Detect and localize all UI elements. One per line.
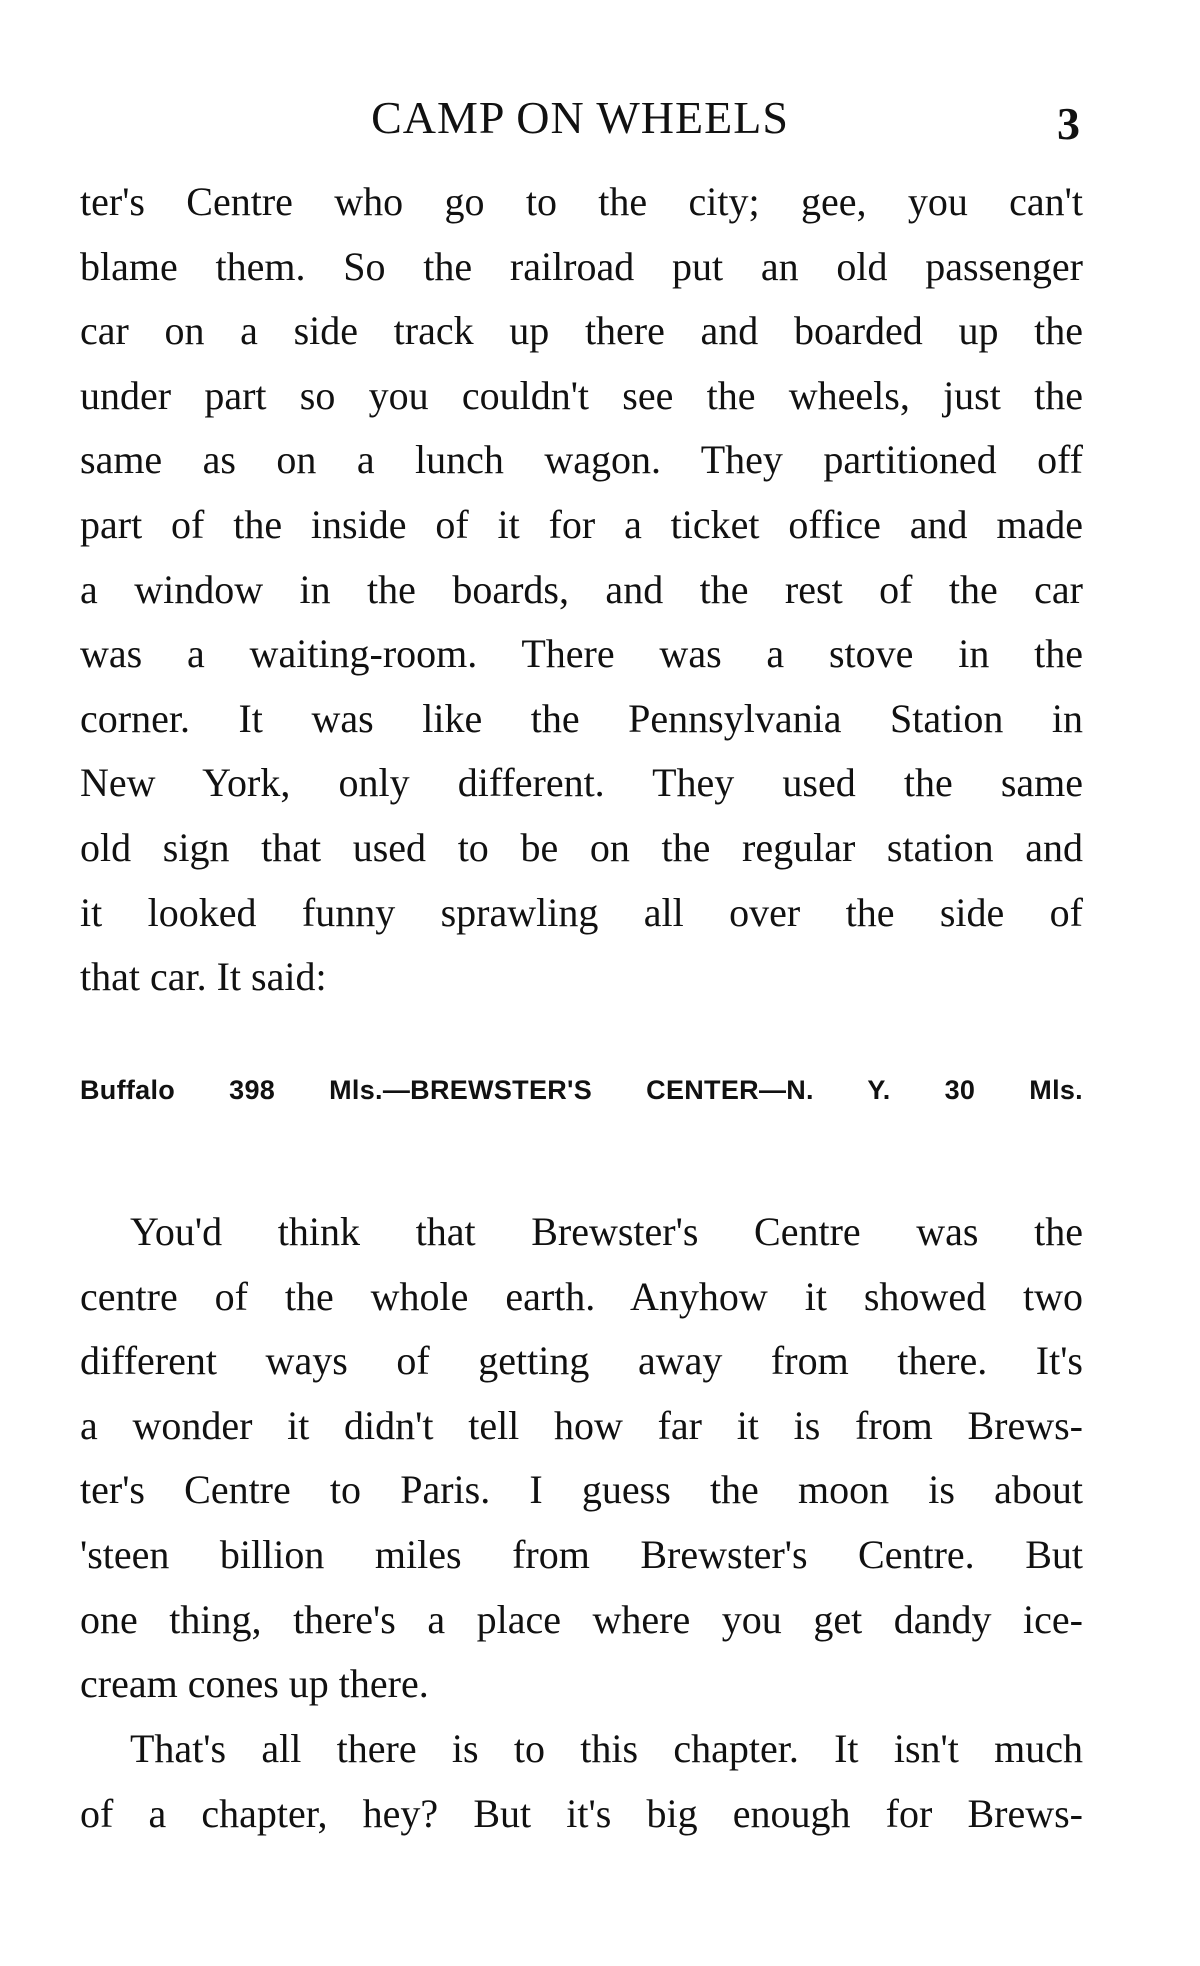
text-line: was a waiting-room. There was a stove in the xyxy=(80,631,1083,677)
text-line: cream cones up there. xyxy=(80,1661,429,1707)
text-line: car on a side track up there and boarded up the xyxy=(80,308,1083,354)
running-head: CAMP ON WHEELS xyxy=(371,92,789,143)
text-line: blame them. So the railroad put an old passenger xyxy=(80,243,1083,289)
text-line: ter's Centre who go to the city; gee, you can't xyxy=(80,179,1083,224)
paragraph-2 xyxy=(80,1200,1083,1717)
text-line: under part so you couldn't see the wheels, just the xyxy=(80,372,1083,418)
page-header xyxy=(80,88,1080,148)
text-line: corner. It was like the Pennsylvania Station in xyxy=(80,695,1083,741)
text-line: That's all there is to this chapter. It isn't much xyxy=(130,1726,1083,1771)
text-line: centre of the whole earth. Anyhow it showed two xyxy=(80,1273,1083,1319)
text-line: 'steen billion miles from Brewster's Centre. But xyxy=(80,1531,1083,1577)
station-sign-text: Buffalo 398 Mls.—BREWSTER'S CENTER—N. Y. 30 Mls. xyxy=(80,1075,1083,1105)
text-line: old sign that used to be on the regular station and xyxy=(80,824,1083,870)
paragraph-3 xyxy=(80,1717,1083,1846)
text-line: same as on a lunch wagon. They partitioned off xyxy=(80,437,1083,483)
text-line: a wonder it didn't tell how far it is from Brews- xyxy=(80,1402,1083,1448)
text-line: part of the inside of it for a ticket office and made xyxy=(80,501,1083,547)
page-number: 3 xyxy=(1057,98,1080,149)
text-line: it looked funny sprawling all over the side of xyxy=(80,889,1083,935)
text-line: that car. It said: xyxy=(80,954,327,1000)
text-line: one thing, there's a place where you get dandy ice- xyxy=(80,1596,1083,1642)
paragraph-1 xyxy=(80,170,1083,1010)
text-line: a window in the boards, and the rest of the car xyxy=(80,566,1083,612)
text-line: different ways of getting away from there. It's xyxy=(80,1338,1083,1384)
text-line: of a chapter, hey? But it's big enough for Brews- xyxy=(80,1790,1083,1836)
text-line: New York, only different. They used the same xyxy=(80,760,1083,806)
text-line: ter's Centre to Paris. I guess the moon is about xyxy=(80,1467,1083,1513)
text-line: You'd think that Brewster's Centre was the xyxy=(130,1209,1083,1254)
